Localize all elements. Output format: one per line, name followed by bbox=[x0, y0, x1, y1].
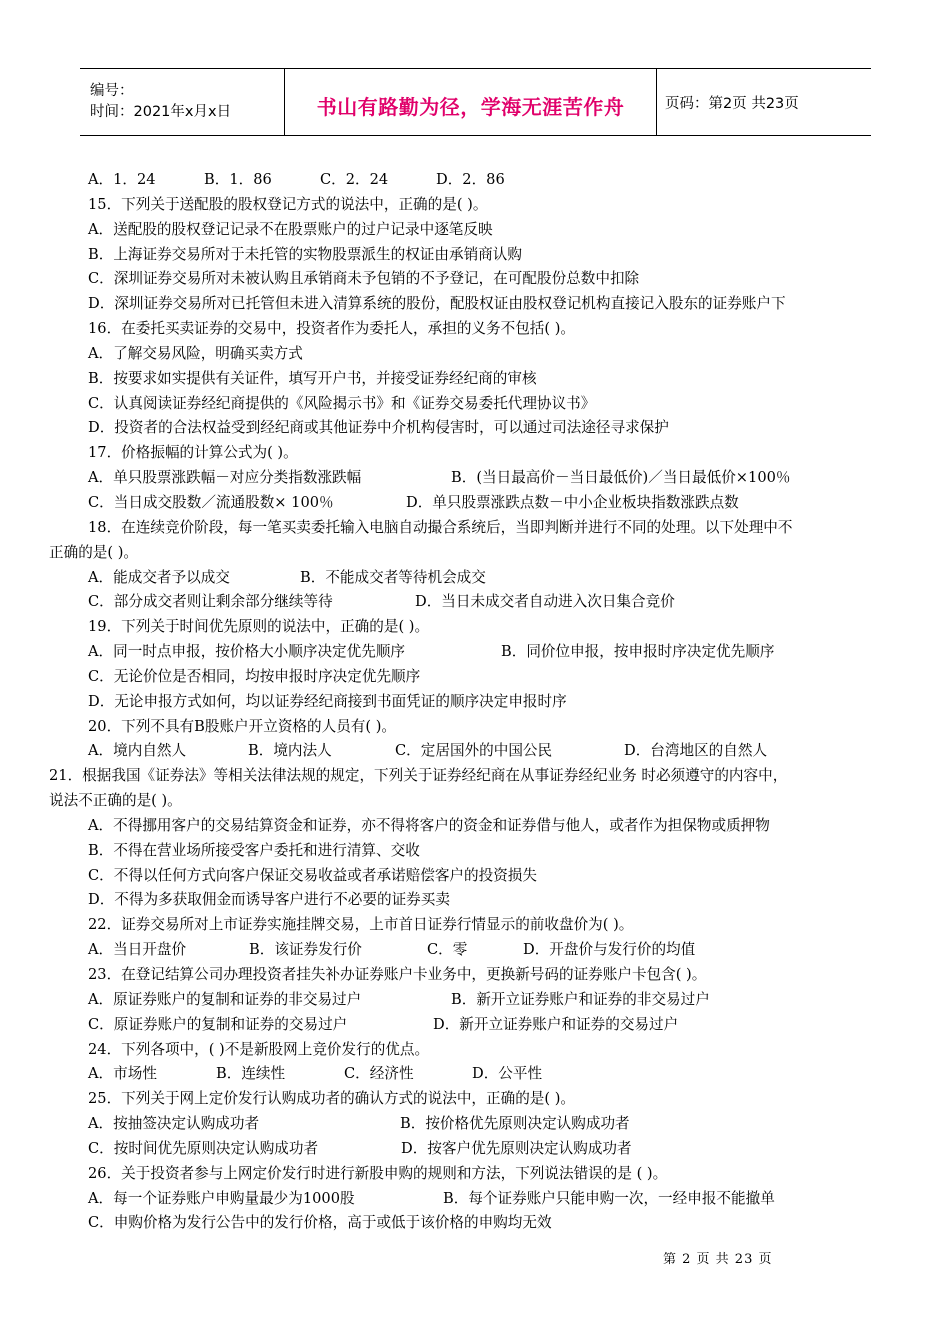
option-text: A．单只股票涨跌幅－对应分类指数涨跌幅 bbox=[88, 469, 362, 487]
text-line: 19．下列关于时间优先原则的说法中，正确的是( )。 bbox=[88, 618, 430, 636]
text-line: 15．下列关于送配股的股权登记方式的说法中，正确的是( )。 bbox=[88, 195, 488, 213]
text-line: C．认真阅读证券经纪商提供的《风险揭示书》和《证券交易委托代理协议书》 bbox=[88, 394, 596, 412]
option-text: B．同价位申报，按申报时序决定优先顺序 bbox=[501, 643, 775, 661]
text-line: 17．价格振幅的计算公式为( )。 bbox=[88, 444, 298, 462]
option-text: C．部分成交者则让剩余部分继续等待 bbox=[88, 593, 333, 611]
option-text: B．(当日最高价－当日最低价)／当日最低价×100％ bbox=[451, 469, 791, 487]
header-motto-cell bbox=[284, 69, 657, 135]
text-line bbox=[0, 566, 950, 591]
option-text: A．市场性 bbox=[88, 1065, 157, 1083]
option-text: D．开盘价与发行价的均值 bbox=[523, 941, 696, 959]
document-body bbox=[0, 168, 950, 1236]
header-motto: 书山有路勤为径，学海无涯苦作舟 bbox=[316, 94, 625, 119]
option-text: C．按时间优先原则决定认购成功者 bbox=[88, 1139, 319, 1157]
option-text: B．不能成交者等待机会成交 bbox=[300, 568, 486, 586]
option-text: D．公平性 bbox=[472, 1065, 543, 1083]
option-text: D．当日未成交者自动进入次日集合竞价 bbox=[415, 593, 675, 611]
option-text: A．每一个证券账户申购量最少为1000股 bbox=[88, 1189, 355, 1207]
option-text: B．连续性 bbox=[216, 1065, 286, 1083]
text-line bbox=[0, 1137, 950, 1162]
text-line bbox=[0, 739, 950, 764]
option-text: A．同一时点申报，按价格大小顺序决定优先顺序 bbox=[88, 643, 406, 661]
text-line: 18．在连续竞价阶段，每一笔买卖委托输入电脑自动撮合系统后，当即判断并进行不同的处理。以下处理中不 bbox=[88, 518, 793, 536]
option-text: C．2．24 bbox=[320, 171, 389, 188]
text-line: D．深圳证券交易所对已托管但未进入清算系统的股份，配股权证由股权登记机构直接记入股东的证券账户下 bbox=[88, 295, 786, 313]
option-text: D．单只股票涨跌点数－中小企业板块指数涨跌点数 bbox=[406, 493, 739, 511]
text-line bbox=[0, 168, 950, 193]
text-line: 22．证券交易所对上市证券实施挂牌交易，上市首日证券行情显示的前收盘价为( )。 bbox=[88, 916, 634, 934]
page-header bbox=[80, 68, 871, 136]
text-line: C．深圳证券交易所对未被认购且承销商未予包销的不予登记，在可配股份总数中扣除 bbox=[88, 270, 640, 288]
option-text: B．每个证券账户只能申购一次，一经申报不能撤单 bbox=[443, 1189, 775, 1207]
option-text: C．当日成交股数／流通股数× 100％ bbox=[88, 493, 334, 511]
text-line: 24．下列各项中，( )不是新股网上竞价发行的优点。 bbox=[88, 1040, 430, 1058]
text-line: C．申购价格为发行公告中的发行价格，高于或低于该价格的申购均无效 bbox=[88, 1214, 552, 1232]
text-line bbox=[0, 988, 950, 1013]
text-line bbox=[0, 590, 950, 615]
text-line: D．无论申报方式如何，均以证券经纪商接到书面凭证的顺序决定申报时序 bbox=[88, 692, 567, 710]
header-page-info: 页码：第2页 共23页 bbox=[665, 95, 799, 112]
option-text: B．1．86 bbox=[204, 171, 272, 188]
text-line: 正确的是( )。 bbox=[49, 543, 138, 561]
text-line bbox=[0, 938, 950, 963]
page-footer: 第 2 页 共 23 页 bbox=[663, 1252, 773, 1267]
option-text: C．原证券账户的复制和证券的交易过户 bbox=[88, 1015, 348, 1033]
text-line: 16．在委托买卖证券的交易中，投资者作为委托人，承担的义务不包括( )。 bbox=[88, 320, 576, 338]
text-line: D．不得为多获取佣金而诱导客户进行不必要的证券买卖 bbox=[88, 891, 450, 909]
text-line bbox=[0, 1062, 950, 1087]
text-line: 25．下列关于网上定价发行认购成功者的确认方式的说法中，正确的是( )。 bbox=[88, 1090, 576, 1108]
text-line: B．按要求如实提供有关证件，填写开户书，并接受证券经纪商的审核 bbox=[88, 369, 537, 387]
text-line bbox=[0, 1013, 950, 1038]
option-text: A．能成交者予以成交 bbox=[88, 568, 230, 586]
text-line: 20．下列不具有B股账户开立资格的人员有( )。 bbox=[88, 717, 397, 735]
text-line: C．无论价位是否相同，均按申报时序决定优先顺序 bbox=[88, 667, 421, 685]
text-line: 21．根据我国《证券法》等相关法律法规的规定，下列关于证券经纪商在从事证券经纪业务 时必须遵守的内容中， bbox=[49, 767, 788, 785]
text-line: 说法不正确的是( )。 bbox=[49, 792, 182, 810]
text-line: 23．在登记结算公司办理投资者挂失补办证券账户卡业务中，更换新号码的证券账户卡包含( )。 bbox=[88, 966, 707, 983]
option-text: C．零 bbox=[427, 941, 468, 959]
header-page-cell bbox=[657, 69, 871, 135]
header-meta bbox=[80, 69, 284, 135]
option-text: D．2．86 bbox=[436, 171, 505, 188]
option-text: B．新开立证券账户和证券的非交易过户 bbox=[451, 990, 710, 1008]
text-line: A．了解交易风险，明确买卖方式 bbox=[88, 344, 303, 362]
option-text: A．按抽签决定认购成功者 bbox=[88, 1115, 260, 1133]
header-time-label: 时间：2021年x月x日 bbox=[90, 104, 232, 120]
text-line: A．不得挪用客户的交易结算资金和证券，亦不得将客户的资金和证券借与他人，或者作为担保物或质押物 bbox=[88, 816, 770, 834]
option-text: A．1．24 bbox=[88, 171, 156, 188]
option-text: D．新开立证券账户和证券的交易过户 bbox=[433, 1015, 679, 1033]
text-line: B．不得在营业场所接受客户委托和进行清算、交收 bbox=[88, 841, 420, 859]
header-number-label: 编号： bbox=[90, 83, 134, 99]
option-text: B．该证券发行价 bbox=[249, 941, 362, 959]
option-text: A．当日开盘价 bbox=[88, 941, 187, 959]
text-line bbox=[0, 1112, 950, 1137]
text-line: C．不得以任何方式向客户保证交易收益或者承诺赔偿客户的投资损失 bbox=[88, 866, 537, 884]
text-line: B．上海证券交易所对于未托管的实物股票派生的权证由承销商认购 bbox=[88, 245, 522, 263]
text-line bbox=[0, 640, 950, 665]
text-line: 26．关于投资者参与上网定价发行时进行新股申购的规则和方法，下列说法错误的是 ( )。 bbox=[88, 1164, 668, 1182]
text-line bbox=[0, 466, 950, 491]
option-text: B．按价格优先原则决定认购成功者 bbox=[400, 1115, 630, 1133]
option-text: B．境内法人 bbox=[248, 742, 332, 760]
option-text: D．按客户优先原则决定认购成功者 bbox=[401, 1139, 632, 1157]
text-line bbox=[0, 491, 950, 516]
option-text: A．境内自然人 bbox=[88, 742, 187, 760]
option-text: C．定居国外的中国公民 bbox=[395, 742, 553, 760]
text-line bbox=[0, 1187, 950, 1212]
text-line: D．投资者的合法权益受到经纪商或其他证券中介机构侵害时，可以通过司法途径寻求保护 bbox=[88, 419, 669, 437]
text-line: A．送配股的股权登记记录不在股票账户的过户记录中逐笔反映 bbox=[88, 220, 493, 238]
option-text: C．经济性 bbox=[344, 1065, 414, 1083]
option-text: D．台湾地区的自然人 bbox=[624, 742, 768, 760]
option-text: A．原证券账户的复制和证券的非交易过户 bbox=[88, 990, 362, 1008]
